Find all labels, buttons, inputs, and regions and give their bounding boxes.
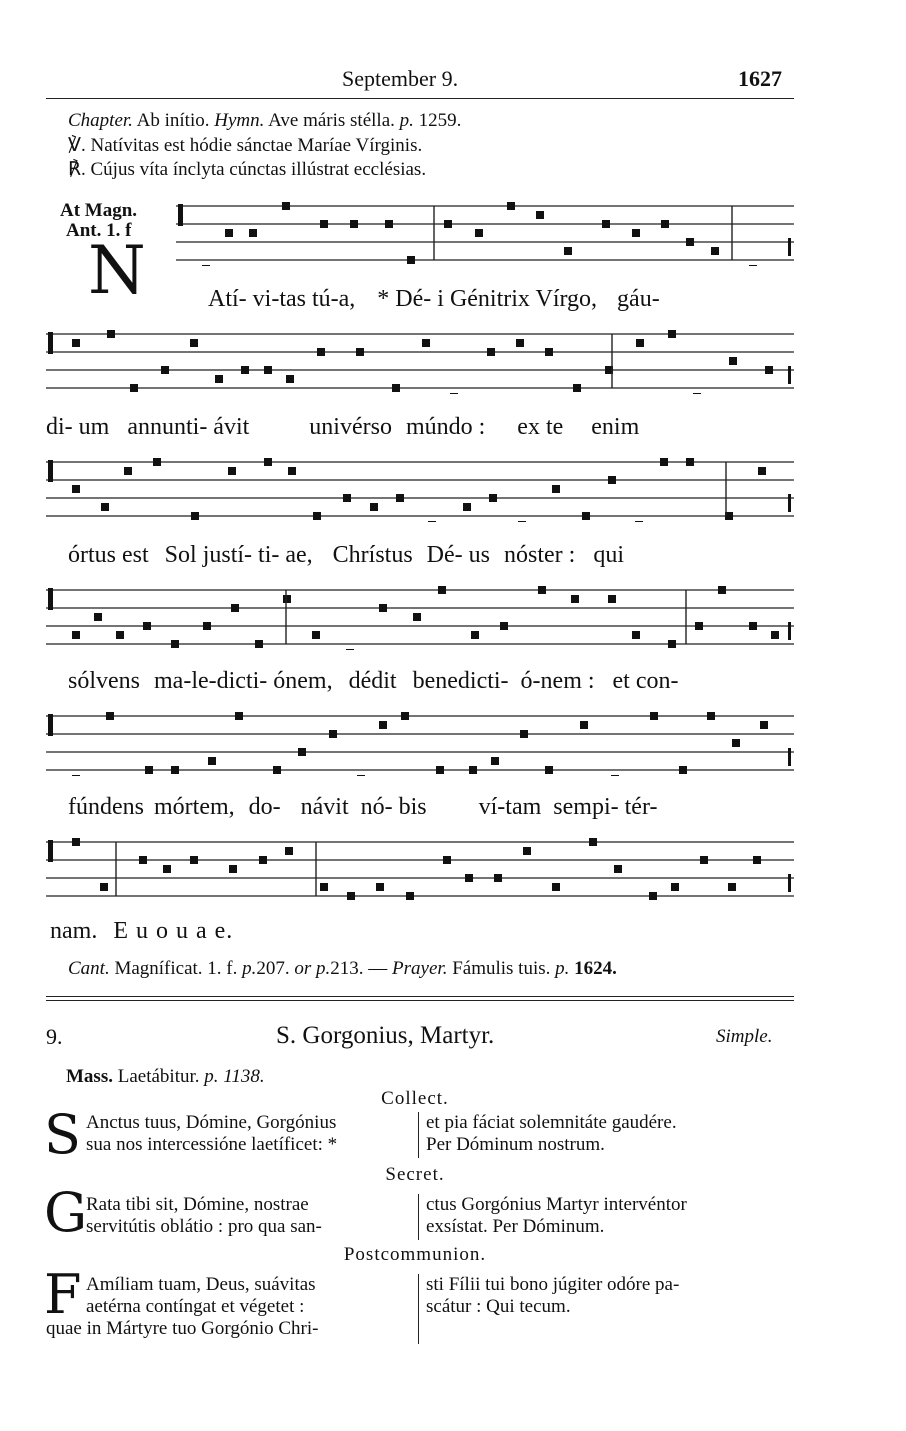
lyric-syllables: di- um <box>46 414 110 440</box>
neume <box>190 856 198 864</box>
neume <box>346 649 354 650</box>
neume <box>469 766 477 774</box>
neume <box>679 766 687 774</box>
lyric-syllables: múndo : <box>405 414 486 440</box>
neume <box>171 766 179 774</box>
mass-page: 1138. <box>223 1066 265 1087</box>
lyric-syllables: et con- <box>612 668 679 694</box>
neume <box>686 238 694 246</box>
neume <box>343 494 351 502</box>
text-line: aetérna contíngat et végetet : <box>86 1296 305 1317</box>
text-line: et pia fáciat solemnitáte gaudére. <box>426 1112 677 1133</box>
neume <box>385 220 393 228</box>
neume <box>191 512 199 520</box>
neume <box>396 494 404 502</box>
staff-3 <box>46 456 794 522</box>
neume <box>518 521 526 522</box>
neume <box>72 775 80 776</box>
neume <box>286 375 294 383</box>
lyric-syllables: sempi- tér- <box>553 794 658 820</box>
lyric-syllables: Dé- us <box>426 542 490 568</box>
text-line: Amíliam tuam, Deus, suávitas <box>86 1274 316 1295</box>
lyric-syllables: mórtem, <box>153 794 235 820</box>
neume <box>288 467 296 475</box>
lyric-syllables: Atí- vi-tas tú-a, <box>208 286 356 312</box>
neume <box>718 586 726 594</box>
feast-rank: Simple. <box>716 1026 773 1047</box>
running-title: September 9. <box>342 66 459 91</box>
neume <box>671 883 679 891</box>
response-text: Cújus víta ínclyta cúnctas illústrat ecclésias. <box>90 159 427 180</box>
staff-4-lines <box>46 584 794 650</box>
neume <box>101 503 109 511</box>
dash: — <box>368 958 388 979</box>
neume <box>436 766 444 774</box>
neume <box>413 613 421 621</box>
neume <box>190 339 198 347</box>
neume <box>552 883 560 891</box>
lyric-line-2 <box>46 414 639 441</box>
neume <box>116 631 124 639</box>
neume <box>143 622 151 630</box>
neume <box>106 712 114 720</box>
mass-line <box>66 1066 265 1088</box>
lyric-syllables: ó-nem : <box>520 668 595 694</box>
hymn-page: 1259. <box>418 110 462 131</box>
neume <box>465 874 473 882</box>
neume <box>611 775 619 776</box>
neume <box>329 730 337 738</box>
mass-page-label: p. <box>204 1066 219 1087</box>
custos <box>788 874 791 892</box>
lyric-syllables: gáu- <box>617 286 660 312</box>
neume <box>475 229 483 237</box>
lyric-syllables: Chrístus <box>332 542 413 568</box>
neume <box>202 265 210 266</box>
neume <box>608 476 616 484</box>
neume <box>264 366 272 374</box>
text-line: quae in Mártyre tuo Gorgónio Chri- <box>46 1318 319 1339</box>
section-rule-top <box>46 996 794 997</box>
lyric-syllables: enim <box>591 414 640 440</box>
cant-page: 207. <box>256 958 290 979</box>
custos <box>788 748 791 766</box>
staff-3-lines <box>46 456 794 522</box>
lyric-line-5 <box>68 794 657 821</box>
neume <box>450 393 458 394</box>
neume <box>650 712 658 720</box>
neume <box>507 202 515 210</box>
neume <box>589 838 597 846</box>
cant-alt-label: or p. <box>294 958 331 979</box>
clef <box>48 332 53 354</box>
neume <box>632 229 640 237</box>
text-line: scátur : Qui tecum. <box>426 1296 571 1317</box>
magnificat-label: At Magn. <box>60 200 138 221</box>
neume <box>350 220 358 228</box>
neume <box>379 604 387 612</box>
neume <box>707 712 715 720</box>
neume <box>139 856 147 864</box>
response-line <box>68 158 426 181</box>
neume <box>107 330 115 338</box>
neume <box>407 256 415 264</box>
collect-left-column <box>86 1112 337 1156</box>
lyric-line-4 <box>68 668 679 695</box>
neume <box>545 766 553 774</box>
text-line: Anctus tuus, Dómine, Gorgónius <box>86 1112 337 1133</box>
neume <box>406 892 414 900</box>
text-line: sua nos intercessióne laetíficet: * <box>86 1134 338 1155</box>
neume <box>235 712 243 720</box>
neume <box>282 202 290 210</box>
neume <box>545 348 553 356</box>
lyric-syllables: do- <box>248 794 281 820</box>
clef <box>48 840 53 862</box>
custos <box>788 622 791 640</box>
neume <box>229 865 237 873</box>
collect-heading: Collect. <box>381 1088 449 1109</box>
mass-label: Mass. <box>66 1066 113 1087</box>
staff-1 <box>176 200 794 266</box>
neume <box>693 393 701 394</box>
lyric-line-1 <box>208 286 660 313</box>
cant-page-label: p. <box>242 958 257 979</box>
neume <box>516 339 524 347</box>
neume <box>649 892 657 900</box>
neume <box>347 892 355 900</box>
neume <box>317 348 325 356</box>
clef <box>48 588 53 610</box>
staff-6-lines <box>46 836 794 902</box>
neume <box>749 622 757 630</box>
neume <box>72 631 80 639</box>
response-symbol: ℟. <box>68 159 86 180</box>
staff-2 <box>46 328 794 394</box>
neume <box>608 595 616 603</box>
neume <box>285 847 293 855</box>
staff-5 <box>46 710 794 776</box>
antiphon-mode-label: Ant. 1. f <box>66 220 132 241</box>
lyric-syllables: nam. <box>50 918 98 944</box>
neume <box>571 595 579 603</box>
neume <box>471 631 479 639</box>
neume <box>320 883 328 891</box>
hymn-text: Ave máris stélla. <box>268 110 395 131</box>
neume <box>552 485 560 493</box>
neume <box>758 467 766 475</box>
neume <box>255 640 263 648</box>
neume <box>312 631 320 639</box>
collect-right-column <box>426 1112 677 1156</box>
neume <box>523 847 531 855</box>
neume <box>153 458 161 466</box>
prayer-page: 1624. <box>574 958 617 979</box>
lyric-syllables: qui <box>593 542 624 568</box>
neume <box>732 739 740 747</box>
prayer-label: Prayer. <box>392 958 448 979</box>
clef <box>48 714 53 736</box>
neume <box>392 384 400 392</box>
lyric-syllables: nóster : <box>504 542 576 568</box>
neume <box>283 595 291 603</box>
neume <box>686 458 694 466</box>
neume <box>124 467 132 475</box>
page-number: 1627 <box>738 66 782 91</box>
staff-2-lines <box>46 328 794 394</box>
neume <box>661 220 669 228</box>
neume <box>636 339 644 347</box>
lyric-syllables: órtus est <box>68 542 149 568</box>
neume <box>320 220 328 228</box>
neume <box>489 494 497 502</box>
lyric-syllables: fúndens <box>68 794 144 820</box>
neume <box>401 712 409 720</box>
neume <box>203 622 211 630</box>
cant-alt-page: 213. <box>330 958 364 979</box>
neume <box>72 485 80 493</box>
neume <box>379 721 387 729</box>
lyric-syllables: nó- bis <box>360 794 427 820</box>
chapter-label: Chapter. <box>68 110 133 131</box>
neume <box>298 748 306 756</box>
staff-6 <box>46 836 794 902</box>
column-divider <box>418 1194 419 1240</box>
lyric-syllables: E u o u a e. <box>113 918 234 944</box>
neume <box>580 721 588 729</box>
neume <box>765 366 773 374</box>
postcommunion-initial: F <box>44 1263 82 1326</box>
neume <box>443 856 451 864</box>
secret-right-column <box>426 1194 687 1238</box>
neume <box>463 503 471 511</box>
neume <box>520 730 528 738</box>
text-line: ctus Gorgónius Martyr intervéntor <box>426 1194 687 1215</box>
neume <box>163 865 171 873</box>
custos <box>788 238 791 256</box>
feast-title: S. Gorgonius, Martyr. <box>276 1022 495 1049</box>
collect-initial: S <box>44 1103 81 1166</box>
chapter-text: Ab inítio. <box>136 110 210 131</box>
neume <box>668 330 676 338</box>
neume <box>700 856 708 864</box>
neume <box>145 766 153 774</box>
clef <box>178 204 183 226</box>
staff-1-lines <box>176 200 794 266</box>
secret-heading: Secret. <box>385 1164 445 1185</box>
neume <box>208 757 216 765</box>
secret-initial: G <box>44 1181 88 1244</box>
neume <box>370 503 378 511</box>
neume <box>582 512 590 520</box>
neume <box>729 357 737 365</box>
neume <box>749 265 757 266</box>
lyric-syllables: univérso <box>309 414 392 440</box>
section-rule-bottom <box>46 1000 794 1001</box>
neume <box>536 211 544 219</box>
text-line: servitútis oblátio : pro qua san- <box>86 1216 322 1237</box>
neume <box>241 366 249 374</box>
neume <box>695 622 703 630</box>
neume <box>249 229 257 237</box>
neume <box>564 247 572 255</box>
neume <box>444 220 452 228</box>
staff-5-lines <box>46 710 794 776</box>
lyric-syllables: sólvens <box>68 668 140 694</box>
neume <box>225 229 233 237</box>
secret-left-column <box>86 1194 322 1238</box>
neume <box>614 865 622 873</box>
text-line: exsístat. Per Dóminum. <box>426 1216 605 1237</box>
neume <box>660 458 668 466</box>
neume <box>500 622 508 630</box>
neume <box>491 757 499 765</box>
lyric-syllables: Sol justí- ti- ae, <box>164 542 313 568</box>
neume <box>632 631 640 639</box>
neume <box>635 521 643 522</box>
neume <box>711 247 719 255</box>
neume <box>422 339 430 347</box>
neume <box>259 856 267 864</box>
neume <box>228 467 236 475</box>
neume <box>760 721 768 729</box>
versicle-line <box>68 134 422 157</box>
neume <box>376 883 384 891</box>
neume <box>215 375 223 383</box>
column-divider <box>418 1274 419 1344</box>
lyric-line-6 <box>50 918 233 945</box>
canticle-prayer-line <box>68 958 617 980</box>
staff-4 <box>46 584 794 650</box>
neume <box>130 384 138 392</box>
neume <box>94 613 102 621</box>
postcommunion-right-column <box>426 1274 679 1318</box>
cant-label: Cant. <box>68 958 110 979</box>
neume <box>356 348 364 356</box>
neume <box>357 775 365 776</box>
cant-text: Magníficat. 1. f. <box>114 958 238 979</box>
text-line: sti Fílii tui bono júgiter odóre pa- <box>426 1274 680 1295</box>
neume <box>161 366 169 374</box>
neume <box>573 384 581 392</box>
clef <box>48 460 53 482</box>
neume <box>728 883 736 891</box>
feast-day-number: 9. <box>46 1024 63 1049</box>
neume <box>438 586 446 594</box>
lyric-syllables: benedicti- <box>412 668 509 694</box>
neume <box>231 604 239 612</box>
neume <box>487 348 495 356</box>
neume <box>171 640 179 648</box>
postcommunion-heading: Postcommunion. <box>343 1244 487 1265</box>
hymn-label: Hymn. <box>214 110 265 131</box>
neume <box>771 631 779 639</box>
neume <box>72 838 80 846</box>
mass-introit: Laetábitur. <box>117 1066 200 1087</box>
lyric-syllables: dédit <box>348 668 397 694</box>
neume <box>264 458 272 466</box>
neume <box>602 220 610 228</box>
text-line: Per Dóminum nostrum. <box>426 1134 605 1155</box>
lyric-syllables: ex te <box>517 414 564 440</box>
hymn-page-label: p. <box>399 110 414 131</box>
neume <box>100 883 108 891</box>
versicle-symbol: ℣. <box>68 135 86 156</box>
neume <box>72 339 80 347</box>
neume <box>494 874 502 882</box>
chapter-hymn-line <box>68 110 461 132</box>
lyric-syllables: annunti- ávit <box>127 414 250 440</box>
header-rule <box>46 98 794 99</box>
drop-cap-n: N <box>88 232 146 309</box>
lyric-syllables: návit <box>300 794 349 820</box>
prayer-text: Fámulis tuis. <box>452 958 551 979</box>
custos <box>788 366 791 384</box>
neume <box>313 512 321 520</box>
text-line: Rata tibi sit, Dómine, nostrae <box>86 1194 309 1215</box>
lyric-syllables: ma-le-dicti- ónem, <box>154 668 333 694</box>
custos <box>788 494 791 512</box>
neume <box>753 856 761 864</box>
lyric-syllables: ví-tam <box>478 794 542 820</box>
lyric-syllables: * Dé- i Génitrix Vírgo, <box>377 286 598 312</box>
neume <box>538 586 546 594</box>
postcommunion-left-column <box>46 1274 319 1340</box>
lyric-line-3 <box>68 542 624 569</box>
versicle-text: Natívitas est hódie sánctae Maríae Vírginis. <box>90 135 423 156</box>
prayer-page-label: p. <box>555 958 570 979</box>
neume <box>668 640 676 648</box>
neume <box>428 521 436 522</box>
neume <box>273 766 281 774</box>
column-divider <box>418 1112 419 1158</box>
